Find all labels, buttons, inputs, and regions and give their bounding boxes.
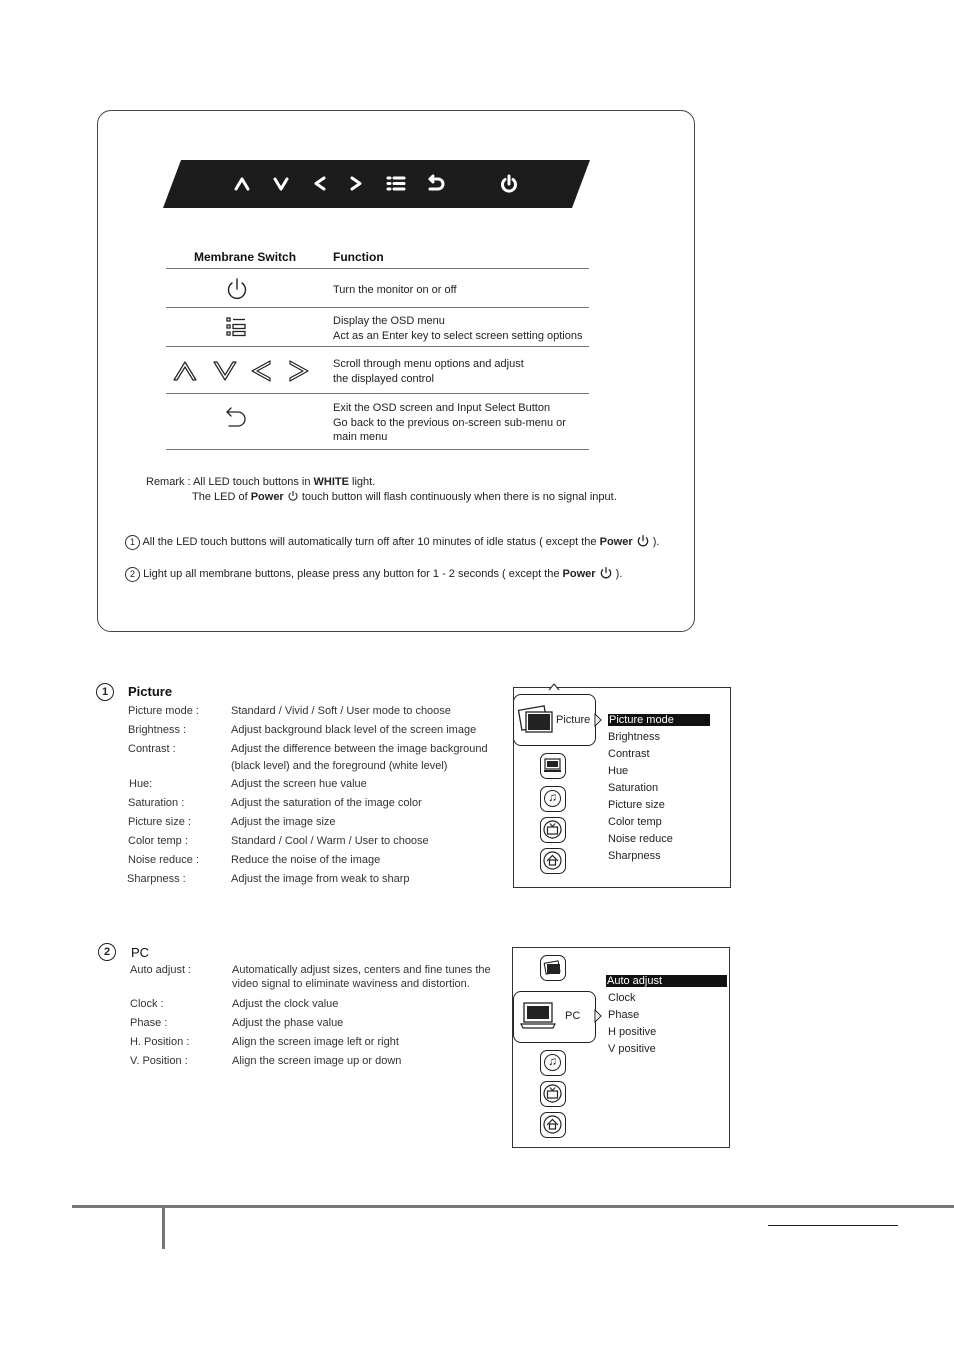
table-divider <box>166 393 589 394</box>
osd-item[interactable]: Color temp <box>608 816 662 828</box>
footer-divider <box>162 1205 165 1249</box>
table-divider <box>166 346 589 347</box>
picture-descriptions: Standard / Vivid / Soft / User mode to choose Adjust background black level of the screen image Adjust the difference between the image background (black level) and the foreground (white level) Adjust the screen hue value Adjust the saturation of the image color Adjust the image size Standard / Cool / Warm / User to choose Reduce the noise of the image Adjust the image from weak to sharp <box>231 705 488 885</box>
table-divider <box>166 268 589 269</box>
table-row-function: Turn the monitor on or off <box>333 284 457 296</box>
table-divider <box>166 449 589 450</box>
audio-category-icon: ♫ <box>540 1050 566 1076</box>
section-title-picture: Picture <box>128 684 173 699</box>
footer-underline <box>768 1225 898 1226</box>
tv-category-icon <box>540 817 566 843</box>
section-number: 1 <box>96 683 114 701</box>
navigation-arrows-icon <box>172 358 314 384</box>
audio-category-icon: ♫ <box>540 786 566 812</box>
table-divider <box>166 307 589 308</box>
remark-line-1: Remark : All LED touch buttons in WHITE light. <box>146 476 376 488</box>
power-icon <box>224 276 250 302</box>
note-2: 2 Light up all membrane buttons, please press any button for 1 - 2 seconds ( except the Power ). <box>125 566 622 582</box>
table-header-function: Function <box>333 250 384 264</box>
osd-item[interactable]: Picture size <box>608 799 665 811</box>
home-category-icon <box>540 1112 566 1138</box>
return-icon <box>223 404 249 430</box>
osd-item[interactable]: Saturation <box>608 782 659 794</box>
osd-item[interactable]: V positive <box>608 1043 656 1055</box>
picture-labels: Picture mode : Brightness : Contrast : Hue: Saturation : Picture size : Color temp : Noise reduce : Sharpness : <box>127 705 199 885</box>
osd-item[interactable]: Brightness <box>608 731 660 743</box>
table-header-switch: Membrane Switch <box>194 250 297 264</box>
tv-category-icon <box>540 1081 566 1107</box>
scroll-up-icon <box>548 683 560 691</box>
picture-category-icon <box>540 955 566 981</box>
table-row-function: Scroll through menu options and adjust the displayed control <box>333 358 524 385</box>
note-1: 1 All the LED touch buttons will automatically turn off after 10 minutes of idle status ( except the Power ). <box>125 534 659 550</box>
pc-labels: Auto adjust : Clock : Phase : H. Position : V. Position : <box>130 964 192 1067</box>
osd-item[interactable]: Picture mode <box>608 714 710 726</box>
osd-item[interactable]: Clock <box>608 992 636 1004</box>
pointer-arrow-icon <box>594 713 602 727</box>
selected-category-pc[interactable]: PC <box>513 991 596 1043</box>
remark-line-2: The LED of Power touch button will flash continuously when there is no signal input. <box>192 491 617 503</box>
osd-item[interactable]: Phase <box>608 1009 640 1021</box>
menu-list-icon <box>225 316 247 338</box>
power-icon <box>287 490 299 502</box>
osd-item[interactable]: H positive <box>608 1026 657 1038</box>
section-number: 2 <box>98 943 116 961</box>
osd-item[interactable]: Contrast <box>608 748 650 760</box>
power-icon <box>599 566 613 580</box>
osd-item[interactable]: Noise reduce <box>608 833 673 845</box>
footer-rule <box>72 1205 954 1208</box>
home-category-icon <box>540 848 566 874</box>
picture-category-icon <box>518 704 556 736</box>
section-title-pc: PC <box>131 945 150 960</box>
osd-item[interactable]: Auto adjust <box>606 975 727 987</box>
pc-category-icon <box>540 753 566 779</box>
osd-item[interactable]: Sharpness <box>608 850 661 862</box>
power-icon <box>636 534 650 548</box>
table-row-function: Exit the OSD screen and Input Select Button Go back to the previous on-screen sub-menu or main menu <box>333 402 566 443</box>
table-row-function: Display the OSD menu Act as an Enter key to select screen setting options <box>333 315 583 342</box>
pc-descriptions: Automatically adjust sizes, centers and fine tunes the video signal to eliminate waviness and distortion. Adjust the clock value Adjust the phase value Align the screen image left or right Align the screen image up or down <box>232 964 491 1067</box>
selected-category-picture[interactable]: Picture <box>513 694 596 746</box>
osd-item[interactable]: Hue <box>608 765 629 777</box>
pc-category-icon <box>520 1001 556 1031</box>
button-bar <box>163 160 590 208</box>
pointer-arrow-icon <box>594 1009 602 1023</box>
